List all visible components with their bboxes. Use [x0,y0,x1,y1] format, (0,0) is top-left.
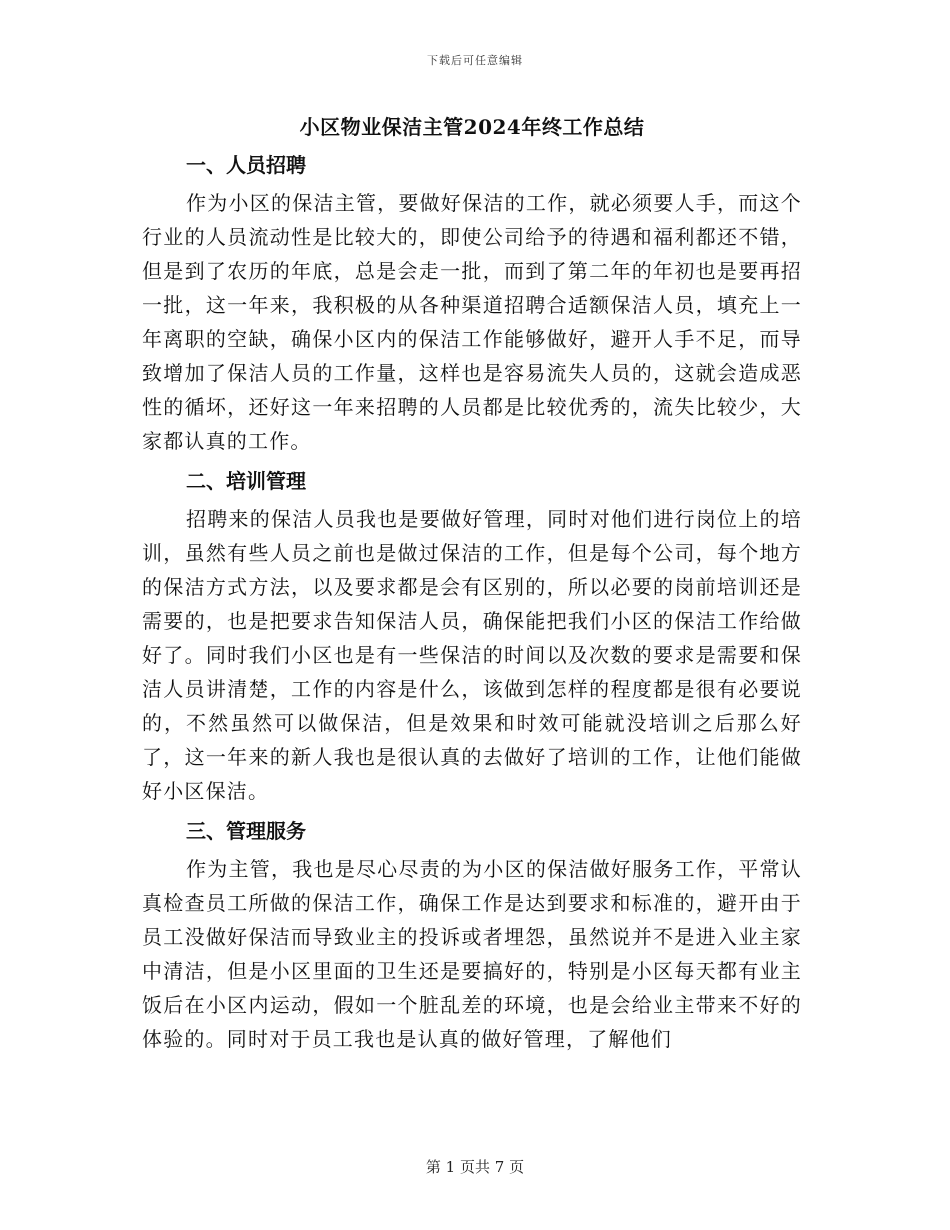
section-recruitment [142,150,802,458]
section-heading: 二、培训管理 [186,469,306,493]
section-paragraph: 招聘来的保洁人员我也是要做好管理，同时对他们进行岗位上的培训，虽然有些人员之前也是做过保洁的工作，但是每个公司，每个地方的保洁方式方法，以及要求都是会有区别的，所以必要的岗前培训还是需要的，也是把要求告知保洁人员，确保能把我们小区的保洁工作给做好了。同时我们小区也是有一些保洁的时间以及次数的要求是需要和保洁人员讲清楚，工作的内容是什么，该做到怎样的程度都是很有必要说的，不然虽然可以做保洁，但是效果和时效可能就没培训之后那么好了，这一年来的新人我也是很认真的去做好了培训的工作，让他们能做好小区保洁。 [142,507,802,803]
document-title: 小区物业保洁主管2024年终工作总结 [299,115,645,139]
section-training [142,466,802,808]
section-heading: 一、人员招聘 [186,153,306,177]
document-body [142,112,802,1064]
section-heading: 三、管理服务 [186,819,306,843]
section-management-service [142,816,802,1056]
header-note: 下载后可任意编辑 [427,54,523,67]
page-indicator: 第 1 页共 7 页 [425,1158,525,1176]
section-paragraph: 作为小区的保洁主管，要做好保洁的工作，就必须要人手，而这个行业的人员流动性是比较大的，即使公司给予的待遇和福利都还不错，但是到了农历的年底，总是会走一批，而到了第二年的年初也是要再招一批，这一年来，我积极的从各种渠道招聘合适额保洁人员，填充上一年离职的空缺，确保小区内的保洁工作能够做好，避开人手不足，而导致增加了保洁人员的工作量，这样也是容易流失人员的，这就会造成恶性的循坏，还好这一年来招聘的人员都是比较优秀的，流失比较少，大家都认真的工作。 [142,191,802,453]
section-paragraph: 作为主管，我也是尽心尽责的为小区的保洁做好服务工作，平常认真检查员工所做的保洁工作，确保工作是达到要求和标准的，避开由于员工没做好保洁而导致业主的投诉或者埋怨，虽然说并不是进入业主家中清洁，但是小区里面的卫生还是要搞好的，特别是小区每天都有业主饭后在小区内运动，假如一个脏乱差的环境，也是会给业主带来不好的体验的。同时对于员工我也是认真的做好管理，了解他们 [142,857,802,1051]
